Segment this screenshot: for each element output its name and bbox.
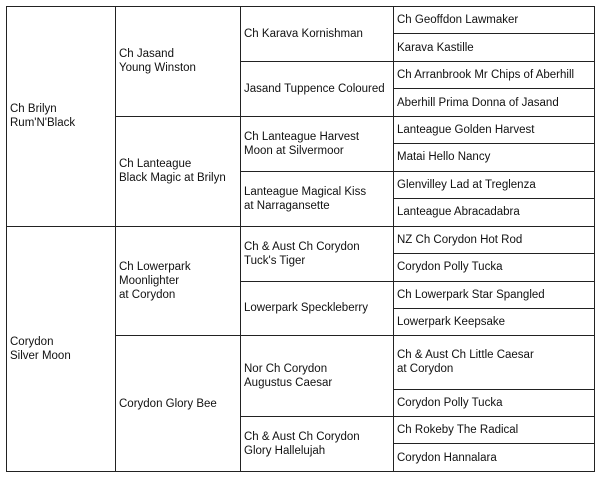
ancestor-cell: Matai Hello Nancy (394, 144, 595, 171)
ancestor-cell: Ch Lowerpark Star Spangled (394, 281, 595, 308)
dam-sire-sire-cell: Ch & Aust Ch Corydon Tuck's Tiger (241, 226, 394, 281)
ancestor-cell: Ch Arranbrook Mr Chips of Aberhill (394, 61, 595, 88)
dam-sire-cell: Ch Lowerpark Moonlighter at Corydon (116, 226, 241, 336)
dam-cell: Corydon Silver Moon (7, 226, 116, 471)
ancestor-cell: NZ Ch Corydon Hot Rod (394, 226, 595, 253)
sire-dam-cell: Ch Lanteague Black Magic at Brilyn (116, 116, 241, 226)
ancestor-cell: Corydon Polly Tucka (394, 389, 595, 416)
ancestor-cell: Corydon Hannalara (394, 444, 595, 472)
sire-dam-dam-cell: Lanteague Magical Kiss at Narragansette (241, 171, 394, 226)
ancestor-cell: Aberhill Prima Donna of Jasand (394, 89, 595, 116)
dam-dam-dam-cell: Ch & Aust Ch Corydon Glory Hallelujah (241, 416, 394, 471)
pedigree-table (6, 6, 595, 472)
dam-dam-sire-cell: Nor Ch Corydon Augustus Caesar (241, 336, 394, 417)
sire-sire-sire-cell: Ch Karava Kornishman (241, 7, 394, 62)
ancestor-cell: Lanteague Golden Harvest (394, 116, 595, 143)
ancestor-cell: Corydon Polly Tucka (394, 254, 595, 281)
sire-dam-sire-cell: Ch Lanteague Harvest Moon at Silvermoor (241, 116, 394, 171)
pedigree-row (7, 7, 595, 34)
ancestor-cell: Glenvilley Lad at Treglenza (394, 171, 595, 198)
ancestor-cell: Karava Kastille (394, 34, 595, 61)
sire-cell: Ch Brilyn Rum'N'Black (7, 7, 116, 227)
ancestor-cell: Ch Rokeby The Radical (394, 416, 595, 443)
sire-sire-dam-cell: Jasand Tuppence Coloured (241, 61, 394, 116)
pedigree-row (7, 226, 595, 253)
ancestor-cell: Lowerpark Keepsake (394, 308, 595, 335)
dam-dam-cell: Corydon Glory Bee (116, 336, 241, 472)
dam-sire-dam-cell: Lowerpark Speckleberry (241, 281, 394, 336)
sire-sire-cell: Ch Jasand Young Winston (116, 7, 241, 117)
ancestor-cell: Ch & Aust Ch Little Caesar at Corydon (394, 336, 595, 389)
ancestor-cell: Lanteague Abracadabra (394, 199, 595, 226)
ancestor-cell: Ch Geoffdon Lawmaker (394, 7, 595, 34)
